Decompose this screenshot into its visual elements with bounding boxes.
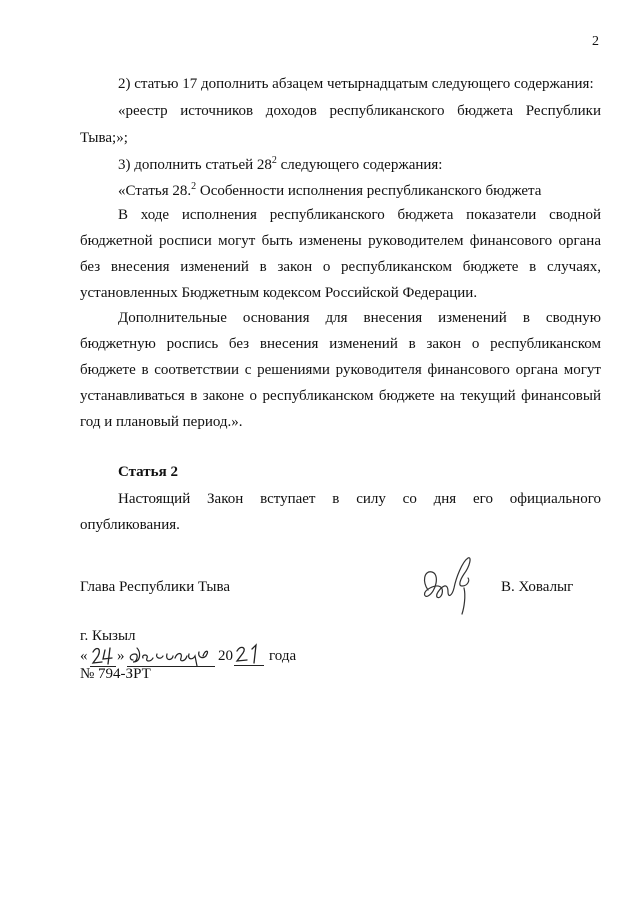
article-title-superscript: 2 — [191, 181, 197, 192]
para2-line1: Дополнительные основания для внесения изменений в сводную — [118, 310, 601, 326]
signatory-name: В. Ховалыг — [501, 579, 574, 595]
para1-line4: установленных Бюджетным кодексом Российской Федерации. — [80, 285, 478, 301]
article2-heading: Статья 2 — [118, 464, 178, 480]
item2-text: 2) статью 17 дополнить абзацем четырнадцатым следующего содержания: — [118, 76, 594, 92]
law-number: № 794-ЗРТ — [80, 666, 151, 682]
date-year-suffix: года — [269, 648, 297, 664]
para2-line2: бюджетную роспись без внесения изменений в закон о республиканском — [80, 336, 601, 352]
item2-quote-line1: «реестр источников доходов республиканского бюджета Республики — [118, 103, 601, 119]
article2-line1: Настоящий Закон вступает в силу со дня его официального — [118, 491, 601, 507]
para2-line4: устанавливаться в законе о республиканском бюджете на текущий финансовый — [80, 388, 601, 404]
item3-text — [118, 155, 442, 175]
para1-line3: без внесения изменений в закон о республиканском бюджете в случаях, — [80, 259, 601, 275]
para1-line1: В ходе исполнения республиканского бюджета показатели сводной — [118, 207, 601, 223]
city: г. Кызыл — [80, 628, 136, 644]
para2-line5: год и плановый период.». — [80, 414, 243, 430]
item3-text-post: следующего содержания: — [276, 157, 443, 173]
date-year-handwritten — [234, 643, 264, 666]
para1-line2: бюджетной росписи могут быть изменены руководителем финансового органа — [80, 233, 601, 249]
date-open-quote: « — [80, 648, 88, 664]
article2-line2: опубликования. — [80, 517, 180, 533]
article-title-pre: «Статья 28. — [118, 183, 192, 199]
date-year-prefix: 20 — [218, 648, 233, 664]
item3-text-pre: 3) дополнить статьей 28 — [118, 157, 272, 173]
date-close-quote: » — [117, 648, 125, 664]
article-28-2-title — [118, 181, 541, 201]
item3-superscript: 2 — [271, 155, 277, 166]
page-number: 2 — [592, 34, 599, 49]
para2-line3: бюджете в соответствии с решениями руководителя финансового органа могут — [80, 362, 601, 378]
signatory-title: Глава Республики Тыва — [80, 579, 231, 595]
article-title-post: Особенности исполнения республиканского бюджета — [196, 183, 542, 199]
signature-handwritten — [418, 552, 482, 618]
item2-quote-line2: Тыва;»; — [80, 130, 128, 146]
